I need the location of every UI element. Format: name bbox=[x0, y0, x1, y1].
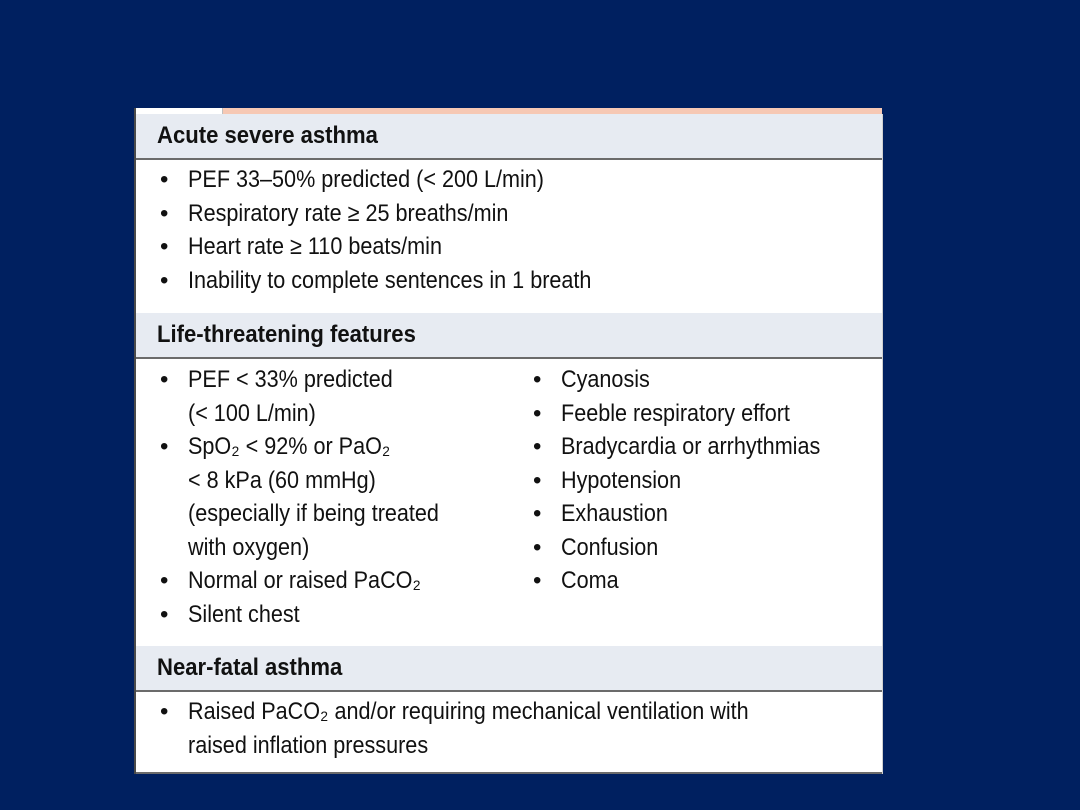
list-item: • Inability to complete sentences in 1 breath bbox=[158, 264, 636, 298]
list-item: • Normal or raised PaCO₂ bbox=[158, 564, 518, 598]
life-left-list bbox=[158, 363, 518, 631]
list-item: • Respiratory rate ≥ 25 breaths/min bbox=[158, 197, 636, 231]
list-item: • Hypotension bbox=[531, 464, 871, 498]
bottom-border bbox=[136, 772, 882, 774]
section-title-near: Near-fatal asthma bbox=[157, 654, 343, 681]
list-item: • PEF 33–50% predicted (< 200 L/min) bbox=[158, 163, 636, 197]
list-item: • Feeble respiratory effort bbox=[531, 397, 871, 431]
asthma-severity-table bbox=[134, 108, 882, 774]
list-item: • Coma bbox=[531, 564, 871, 598]
section-title-life: Life-threatening features bbox=[157, 321, 416, 348]
section-header-near bbox=[136, 646, 882, 692]
list-item: • Confusion bbox=[531, 531, 871, 565]
list-item: • Silent chest bbox=[158, 598, 518, 632]
list-item: • PEF < 33% predicted (< 100 L/min) bbox=[158, 363, 518, 430]
acute-list bbox=[158, 163, 636, 297]
section-header-life bbox=[136, 313, 882, 359]
list-item: • Cyanosis bbox=[531, 363, 871, 397]
right-border bbox=[882, 114, 883, 774]
list-item: • Heart rate ≥ 110 beats/min bbox=[158, 230, 636, 264]
list-item: • SpO₂ < 92% or PaO₂ < 8 kPa (60 mmHg) (especially if being treated with oxygen) bbox=[158, 430, 518, 564]
list-item: • Raised PaCO₂ and/or requiring mechanical ventilation with raised inflation pressures bbox=[158, 695, 868, 762]
section-title-acute: Acute severe asthma bbox=[157, 122, 378, 149]
section-header-acute bbox=[136, 114, 882, 160]
list-item: • Bradycardia or arrhythmias bbox=[531, 430, 871, 464]
life-right-list bbox=[531, 363, 871, 598]
list-item: • Exhaustion bbox=[531, 497, 871, 531]
near-list bbox=[158, 695, 868, 762]
